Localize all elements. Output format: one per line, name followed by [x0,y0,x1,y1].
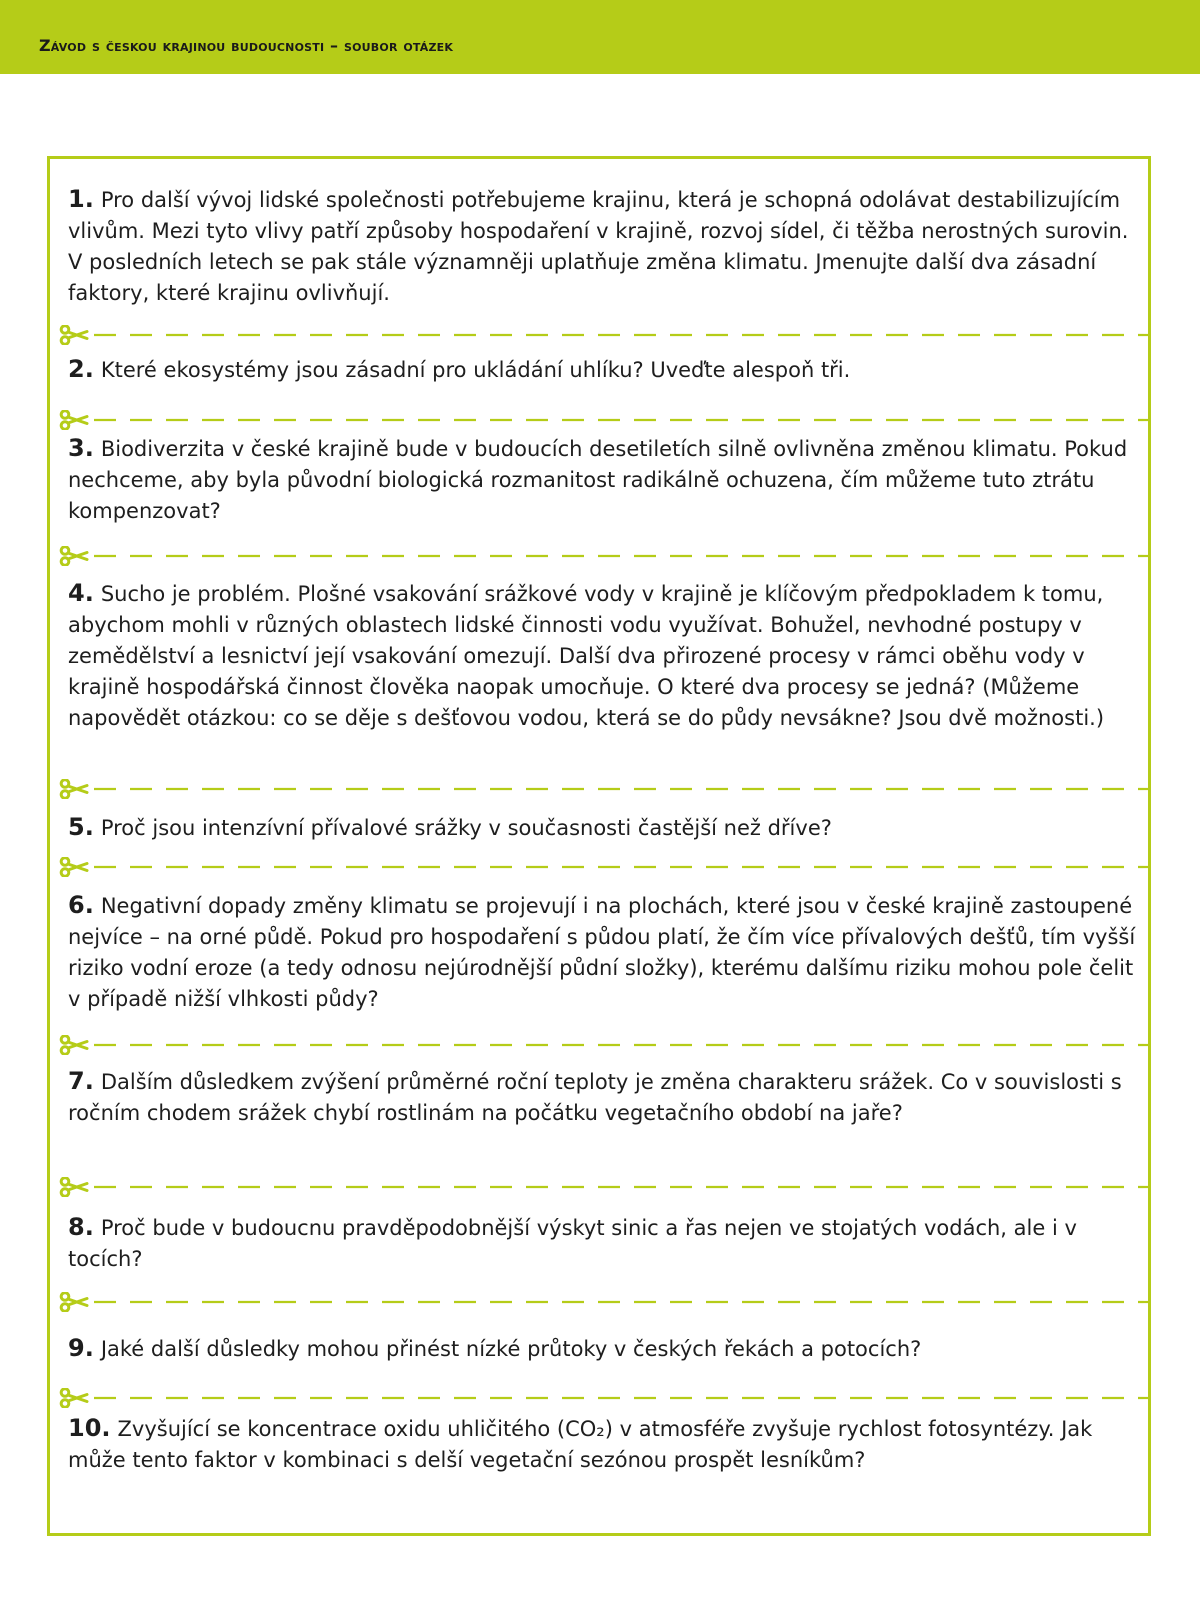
question-5 [68,812,1148,844]
scissors-icon [47,1177,1151,1197]
scissors-icon [47,1388,1151,1408]
page-title: Závod s českou krajinou budoucnosti – soubor otázek [39,36,454,55]
question-number: 7. [68,1067,94,1095]
cut-line [47,1177,1151,1197]
question-10 [68,1413,1148,1476]
scissors-icon [47,546,1151,566]
question-number: 4. [68,579,94,607]
cut-line [47,1035,1151,1055]
question-text: Pro další vývoj lidské společnosti potřebujeme krajinu, která je schopná odolávat destabilizujícím vlivům. Mezi tyto vlivy patří způsoby hospodaření v krajině, rozvoj sídel, či těžba nerostných surovin. V posledních letech se pak stále významněji uplatňuje změna klimatu. Jmenujte další dva zásadní faktory, které krajinu ovlivňují. [68,188,1129,305]
question-4 [68,578,1148,734]
question-text: Sucho je problém. Plošné vsakování srážkové vody v krajině je klíčovým předpokladem k tomu, abychom mohli v různých oblastech lidské činnosti vodu využívat. Bohužel, nevhodné postupy v zemědělství a lesnictví její vsakování omezují. Další dva přirozené procesy v rámci oběhu vody v krajině hospodářská činnost člověka naopak umocňuje. O které dva procesy se jedná? (Můžeme napovědět otázkou: co se děje s dešťovou vodou, která se do půdy nevsákne? Jsou dvě možnosti.) [68,582,1105,730]
question-6 [68,890,1148,1015]
question-text: Dalším důsledkem zvýšení průměrné roční teploty je změna charakteru srážek. Co v souvislosti s ročním chodem srážek chybí rostlinám na počátku vegetačního období na jaře? [68,1070,1122,1125]
question-number: 1. [68,185,94,213]
question-7 [68,1066,1148,1129]
question-number: 8. [68,1213,94,1241]
scissors-icon [47,779,1151,799]
cut-line [47,779,1151,799]
scissors-icon [47,410,1151,430]
question-text: Negativní dopady změny klimatu se projevují i na plochách, které jsou v české krajině zastoupené nejvíce – na orné půdě. Pokud pro hospodaření s půdou platí, že čím více přívalových dešťů, tím vyšší riziko vodní eroze (a tedy odnosu nejúrodnější půdní složky), kterému dalšímu riziku mohou pole čelit v případě nižší vlhkosti půdy? [68,894,1136,1011]
cut-line [47,857,1151,877]
question-1 [68,184,1148,309]
scissors-icon [47,325,1151,345]
question-text: Proč jsou intenzívní přívalové srážky v současnosti častější než dříve? [100,816,832,840]
question-text: Proč bude v budoucnu pravděpodobnější výskyt sinic a řas nejen ve stojatých vodách, ale i v tocích? [68,1216,1077,1271]
scissors-icon [47,1292,1151,1312]
cut-line [47,410,1151,430]
question-text: Jaké další důsledky mohou přinést nízké průtoky v českých řekách a potocích? [100,1337,922,1361]
question-number: 6. [68,891,94,919]
question-number: 3. [68,434,94,462]
question-number: 2. [68,355,94,383]
question-2 [68,354,1148,386]
question-text: Které ekosystémy jsou zásadní pro ukládání uhlíku? Uveďte alespoň tři. [100,358,851,382]
question-number: 5. [68,813,94,841]
question-text: Zvyšující se koncentrace oxidu uhličitého (CO₂) v atmosféře zvyšuje rychlost fotosyntézy. Jak může tento faktor v kombinaci s delší vegetační sezónou prospět lesníkům? [68,1417,1093,1472]
question-number: 9. [68,1334,94,1362]
scissors-icon [47,857,1151,877]
question-text: Biodiverzita v české krajině bude v budoucích desetiletích silně ovlivněna změnou klimatu. Pokud nechceme, aby byla původní biologická rozmanitost radikálně ochuzena, čím můžeme tuto ztrátu kompenzovat? [68,437,1128,523]
question-8 [68,1212,1148,1275]
question-9 [68,1333,1148,1365]
cut-line [47,1388,1151,1408]
cut-line [47,325,1151,345]
cut-line [47,546,1151,566]
question-3 [68,433,1148,527]
question-number: 10. [68,1414,111,1442]
scissors-icon [47,1035,1151,1055]
cut-line [47,1292,1151,1312]
header-bar [0,0,1200,74]
